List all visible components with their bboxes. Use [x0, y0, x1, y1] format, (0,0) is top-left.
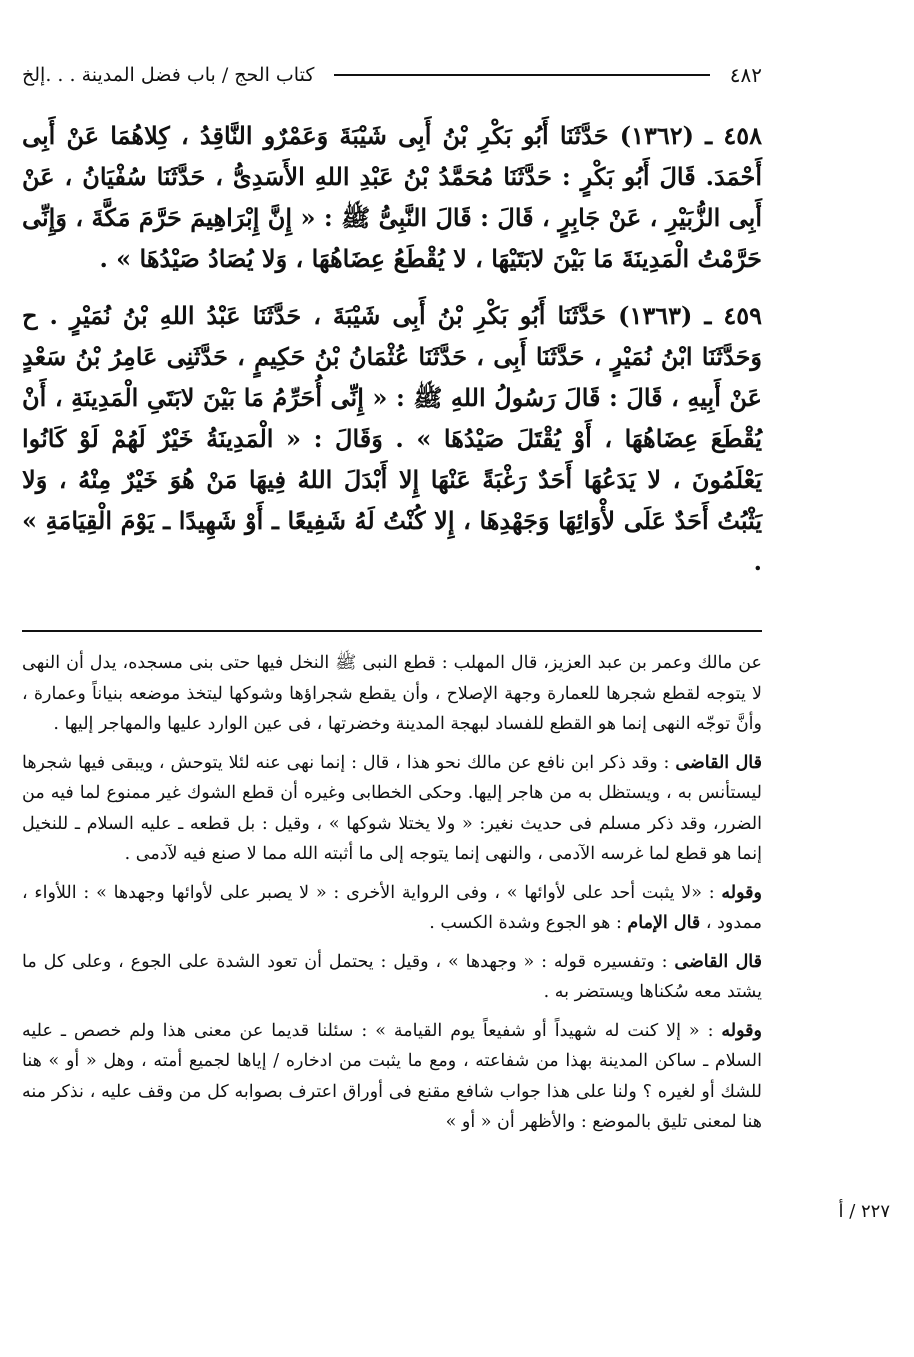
- hadith-paragraph: ٤٥٨ ـ (١٣٦٢) حَدَّثَنَا أَبُو بَكْرِ بْنُ أَبِى شَيْبَةَ وَعَمْرٌو النَّاقِدُ ، كِلاهُمَا عَنْ أَبِى أَحْمَدَ. قَالَ أَبُو بَكْرٍ : حَدَّثَنَا مُحَمَّدُ بْنُ عَبْدِ اللهِ الأَسَدِىُّ ، حَدَّثَنَا سُفْيَانُ ، عَنْ أَبِى الزُّبَيْرِ ، عَنْ جَابِرٍ ، قَالَ : قَالَ النَّبِىُّ ﷺ : « إِنَّ إِبْرَاهِيمَ حَرَّمَ مَكَّةَ ، وَإِنِّى حَرَّمْتُ الْمَدِينَةَ مَا بَيْنَ لابَتَيْهَا ، لا يُقْطَعُ عِضَاهُهَا ، وَلا يُصَادُ صَيْدُهَا » .: [22, 121, 762, 273]
- commentary-paragraph: [22, 947, 762, 1008]
- commentary-paragraph: [22, 1016, 762, 1138]
- page-number: ٤٨٢: [729, 63, 762, 87]
- commentary-paragraph: [22, 648, 762, 740]
- header-rule: [334, 74, 709, 76]
- commentary-lead: قال الإمام: [627, 913, 701, 933]
- commentary-lead: قال القاضى: [674, 951, 762, 972]
- commentary-separator: [22, 630, 762, 632]
- manuscript-folio-note: ٢٢٧ / أ: [838, 1201, 890, 1222]
- commentary-text: : «لا يثبت أحد على لأوائها » ، وفى الرواية الأخرى : « لا يصبر على لأوائها وجهدها » : اللأواء ، ممدود ،: [22, 882, 762, 933]
- commentary-text: : وقد ذكر ابن نافع عن مالك نحو هذا ، قال : إنما نهى عنه لئلا يتوحش ، ويبقى فيها شجرها ليستأنس به ، ويستظل به من هاجر إليها. وحكى الخطابى وغيره أن قطع الشوك غير ممنوع لما فيه من الضرر، وقد ذكر مسلم فى حديث نغير: « ولا يختلا شوكها » ، وقيل : بل قطعه ـ عليه السلام ـ للنخيل إنما هو قطع لما غرسه الآدمى ، والنهى إنما يتوجه إلى ما أثبته الله مما لا صنع فيه لآدمى .: [22, 752, 762, 864]
- commentary-lead: وقوله: [721, 1020, 762, 1041]
- commentary-text: عن مالك وعمر بن عبد العزيز، قال المهلب : قطع النبى ﷺ النخل فيها حتى بنى مسجده، يدل أن النهى لا يتوجه لقطع شجرها للعمارة وجهة الإصلاح ، وأن يقطع شجراؤها وشوكها ليتخذ موضعه بنياناً وعمارة ، وأنَّ توجّه النهى إنما هو القطع للفساد لبهجة المدينة وخضرتها ، فى عين الوارد عليها والمهاجر إليها .: [22, 653, 762, 734]
- commentary: [22, 648, 762, 1146]
- commentary-text: : هو الجوع وشدة الكسب .: [429, 913, 628, 933]
- commentary-text: : « إلا كنت له شهيداً أو شفيعاً يوم القيامة » : سئلنا قديما عن معنى هذا ولم خصص ـ عليه السلام ـ ساكن المدينة بهذا من شفاعته ، ومع ما يثبت من ادخاره / إياها لجميع أمته ، وهل « أو » هنا للشك أو لغيره ؟ ولنا على هذا جواب شافع مقنع فى أوراق اعترف بصوابه كل من وقف عليه ، نذكر منه هنا لمعنى تليق بالموضع : والأظهر أن « أو »: [22, 1020, 762, 1132]
- running-title: كتاب الحج / باب فضل المدينة . . .إلخ: [22, 64, 315, 86]
- commentary-paragraph: [22, 878, 762, 939]
- commentary-lead: وقوله: [721, 882, 762, 903]
- running-header: [22, 58, 762, 92]
- commentary-text: : وتفسيره قوله : « وجهدها » ، وقيل : يحتمل أن تعود الشدة على الجوع ، وعلى كل ما يشتد معه سُكناها ويستضر به .: [22, 951, 762, 1002]
- commentary-lead: قال القاضى: [675, 752, 762, 773]
- hadith-paragraph: ٤٥٩ ـ (١٣٦٣) حَدَّثَنَا أَبُو بَكْرِ بْنُ أَبِى شَيْبَةَ ، حَدَّثَنَا عَبْدُ اللهِ بْنُ نُمَيْرٍ . ح وَحَدَّثَنَا ابْنُ نُمَيْرٍ ، حَدَّثَنَا أَبِى ، حَدَّثَنَا عُثْمَانُ بْنُ حَكِيمٍ ، حَدَّثَنِى عَامِرُ بْنُ سَعْدٍ عَنْ أَبِيهِ ، قَالَ : قَالَ رَسُولُ اللهِ ﷺ : « إِنِّى أُحَرِّمُ مَا بَيْنَ لابَتَىِ الْمَدِينَةِ ، أَنْ يُقْطَعَ عِضَاهُهَا ، أَوْ يُقْتَلَ صَيْدُهَا » . وَقَالَ : « الْمَدِينَةُ خَيْرٌ لَهُمْ لَوْ كَانُوا يَعْلَمُونَ ، لا يَدَعُهَا أَحَدٌ رَغْبَةً عَنْهَا إِلا أَبْدَلَ اللهُ فِيهَا مَنْ هُوَ خَيْرٌ مِنْهُ ، وَلا يَثْبُتُ أَحَدٌ عَلَى لأْوَائِهَا وَجَهْدِهَا ، إِلا كُنْتُ لَهُ شَفِيعًا ـ أَوْ شَهِيدًا ـ يَوْمَ الْقِيَامَةِ » .: [22, 301, 763, 576]
- commentary-paragraph: [22, 748, 762, 870]
- hadith-text: [22, 115, 762, 598]
